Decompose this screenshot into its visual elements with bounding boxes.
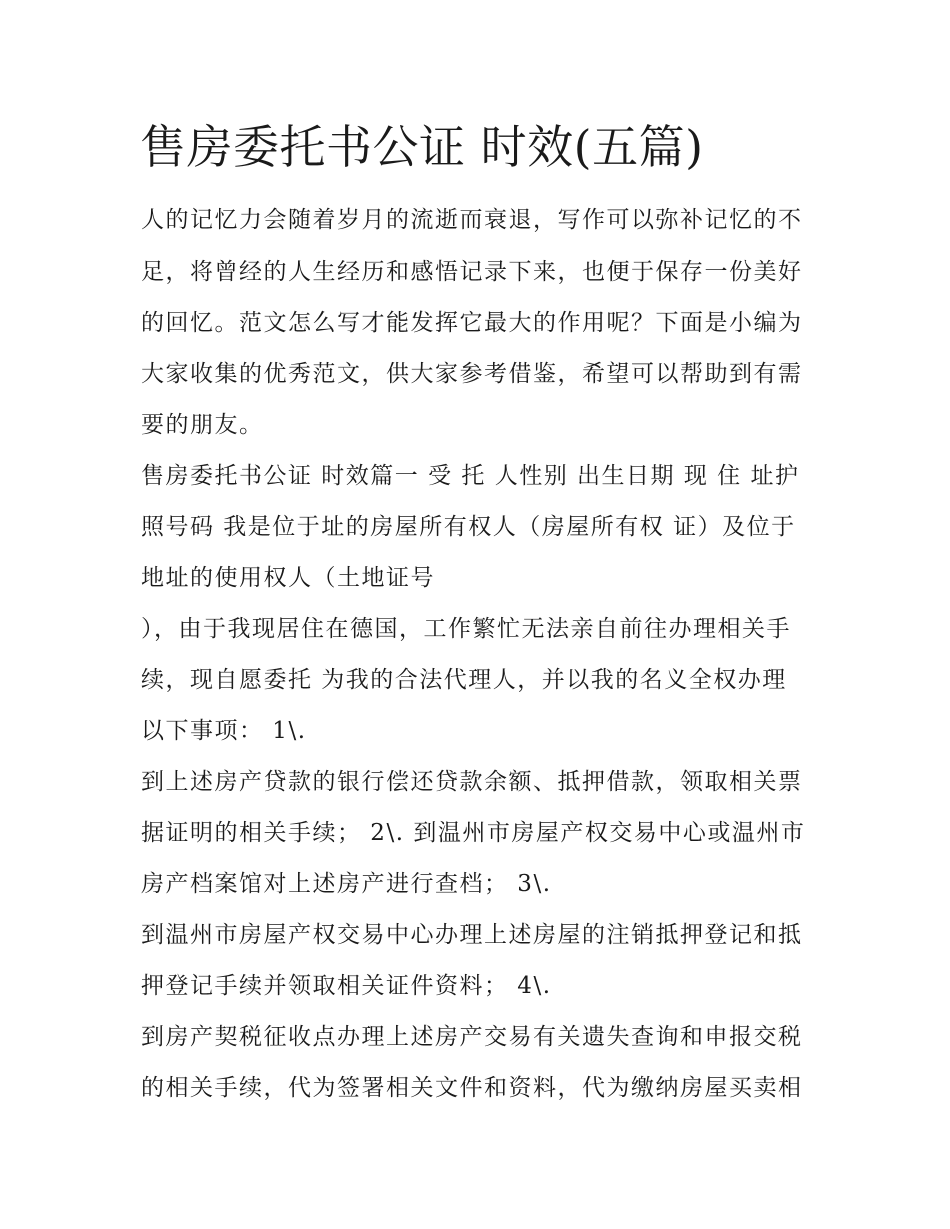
body-line: 足，将曾经的人生经历和感悟记录下来，也便于保存一份美好: [141, 259, 803, 285]
body-line: 到温州市房屋产权交易中心办理上述房屋的注销抵押登记和抵: [141, 922, 803, 948]
body-line: 大家收集的优秀范文，供大家参考借鉴，希望可以帮助到有需: [141, 361, 803, 387]
body-line: 的相关手续，代为签署相关文件和资料，代为缴纳房屋买卖相: [141, 1075, 803, 1101]
body-line: 到上述房产贷款的银行偿还贷款余额、抵押借款，领取相关票: [141, 769, 803, 795]
body-line: 人的记忆力会随着岁月的流逝而衰退，写作可以弥补记忆的不: [141, 207, 803, 233]
body-line: ），由于我现居住在德国，工作繁忙无法亲自前往办理相关手: [141, 616, 791, 642]
body-line: 以下事项： 1\.: [141, 718, 307, 744]
body-line: 据证明的相关手续； 2\. 到温州市房屋产权交易中心或温州市: [141, 820, 806, 846]
body-line: 房产档案馆对上述房产进行查档； 3\.: [141, 871, 552, 897]
body-line: 照号码 我是位于址的房屋所有权人（房屋所有权 证）及位于: [141, 514, 796, 540]
body-line: 售房委托书公证 时效篇一 受 托 人性别 出生日期 现 住 址护: [141, 463, 800, 489]
body-line: 续，现自愿委托 为我的合法代理人，并以我的名义全权办理: [141, 667, 787, 693]
document-title: 售房委托书公证 时效(五篇): [140, 120, 704, 174]
body-line: 的回忆。范文怎么写才能发挥它最大的作用呢？下面是小编为: [141, 310, 803, 336]
body-line: 押登记手续并领取相关证件资料； 4\.: [141, 973, 552, 999]
body-line: 要的朋友。: [141, 412, 264, 438]
body-line: 到房产契税征收点办理上述房产交易有关遗失查询和申报交税: [141, 1024, 803, 1050]
body-line: 地址的使用权人（土地证号: [141, 565, 435, 591]
